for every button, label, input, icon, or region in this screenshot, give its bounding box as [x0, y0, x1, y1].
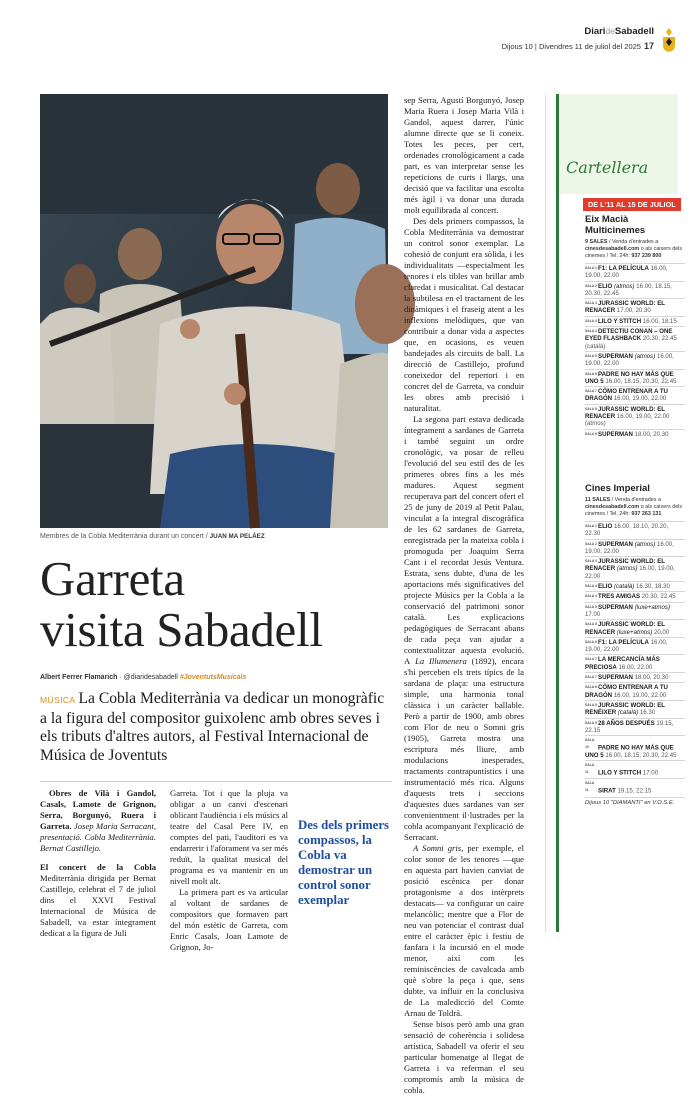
film-title: JURASSIC WORLD: EL RENÉIXER — [585, 701, 665, 717]
film-format: (luxe+atmos) — [634, 603, 670, 611]
screen-number: SALA 5 — [585, 622, 597, 627]
film-title: DETECTIU CONAN – ONE EYED FLASHBACK — [585, 328, 673, 343]
film-title: CÓMO ENTRENAR A TU DRAGÓN — [585, 388, 668, 403]
twitter-handle: @diaridesabadell — [123, 674, 178, 681]
showtime-row — [585, 619, 685, 637]
screen-number: SALA 1 — [585, 524, 597, 528]
showtimes: 17.00 — [642, 769, 659, 777]
showtimes: 16.00, 22.00 — [618, 663, 653, 671]
cinema-footnote: Dijous 10 "DIAMANTI" en V.O.S.E. — [585, 797, 685, 806]
film-title: JURASSIC WORLD: EL RENACER — [585, 558, 665, 573]
paragraph: Des dels primers compassos, la Cobla Mediterrània va demostrar un control sonor exemplar. La cohesió de conjunt era sòlida, i les individualitats —especialment les tenores i els tibles van brillar amb claredat i musicalitat. Cal destacar la subtilesa en el tractament de les dinàmiques i el fraseig atent a les inflexions melòdiques, que van contribuir a donar vida a aspectes que, en ocasions, es veuen bandejades als circuits de ball. La direcció de Castillejo, profund coneixedor del repertori i en concret del de Garreta, va conduir les obres amb precisió i naturalitat. — [404, 216, 524, 413]
article-column-1 — [40, 788, 157, 938]
lede: MÚSICA La Cobla Mediterrània va dedicar un monogràfic a la figura del compositor guixolenc amb obres seves i els tributs d'altres autors, al Festival Internacional de Música de Joventuts — [40, 690, 385, 764]
screen-number: SALA 3 — [585, 559, 597, 564]
byline: Albert Ferrer Flamarich · @diaridesabadell #JoventutsMusicals — [40, 674, 247, 681]
screen-number: SALA 6 — [585, 371, 597, 376]
film-format: (luxe+atmos) — [616, 628, 653, 636]
cinema-listing-eix-macia — [585, 214, 685, 439]
showtime-row — [585, 654, 685, 672]
showtimes: 20.30, 22.45 (català) — [585, 335, 677, 350]
showtime-row — [585, 263, 685, 281]
screen-number: SALA 1 — [585, 266, 597, 270]
cinema-info: 11 SALES / Venda d'entrades a cinesdesabadell.com o als caixers dels cinemes / Tel. 24h: 937 263 131 — [585, 497, 683, 517]
film-title: ELIO — [598, 583, 613, 591]
showtime-row — [585, 700, 685, 718]
showtime-row — [585, 672, 685, 682]
showtime-row — [585, 316, 685, 326]
showtimes: 18.00, 20.30 — [634, 430, 669, 438]
showtime-row — [585, 404, 685, 429]
film-title: ELIO — [598, 523, 613, 530]
showtime-row — [585, 778, 685, 796]
film-format: (català) — [617, 709, 639, 717]
film-title: LILO Y STITCH — [598, 769, 642, 777]
showtime-row — [585, 326, 685, 351]
showtimes: 16.30, 18.30 — [635, 583, 670, 591]
paragraph: A Somni gris, per exemple, el color sonor de les tenores —que en aquesta part havien canviat de posició escènica per donar protagonisme a dos intèrprets destacats— va configurar un caire melancòlic; mentre que a Flor de neu van potenciar el contrast dual entre el caràcter èpic i festiu de fanfara i la incursió en el mode menor, així com les reminiscències de cavalcada amb què s'obre la peça i que, sens dubte, va influir en la conclusiva de La maledicció del Comte Arnau de Toldrà. — [404, 843, 524, 1018]
screen-number: SALA 4 — [585, 318, 597, 323]
film-title: ELIO — [598, 282, 613, 290]
film-title: PADRE NO HAY MÁS QUE UNO 5 — [585, 370, 674, 385]
paragraph: La segona part estava dedicada íntegrament a sardanes de Garreta i també seguint un ordre cronològic, va posar de relleu l'evolució del seu estil des de les primeres obres fins a les més madures. Aquest segment recuperava part del concert ofert el 25 de juny de 2019 al Petit Palau, vinculat a la integral discogràfica de les 62 sardanes de Garreta, enregistrada per la mateixa cobla i promoguda per Joaquim Serra Cant i el recordat Jesús Ventura. Estrata, sens dubte, d'una de les aportacions més significatives del projecte Músics per la Cobla a la conservació del patrimoni sonor català. Les explicacions pedagògiques de Serracant abans de cada peça van ajudar a contextualitzar aquesta evolució. A La Illumenera (1892), encara s'hi perceben els trets típics de la sardana de plaça: una estructura simple, una harmonia tonal clàssica i un caràcter ballable. Però a partir de 1900, amb obres com Flor de neu o Somni gris (1905), Garreta mostra una escriptura més lliure, amb modulacions inesperades, tractaments contrapuntístics i una instrumentació més rica. Alguns d'aquests trets i seccions d'aquestes dues sardanes van ser convenientment il·lustrades per la cobla acompanyant l'explicació de Serracant. — [404, 414, 524, 842]
screen-number: SALA 7 — [585, 675, 597, 680]
paragraph: La primera part es va articular al voltant de sardanes de compositors que formaven part del món estètic de Garreta, com Enric Casals, Joan Lamote de Grignon, Jo- — [170, 887, 288, 952]
showtimes: 16.00, 18.15 — [642, 317, 677, 325]
cinema-listing-imperial — [585, 483, 685, 806]
screen-number: SALA 4 — [585, 584, 597, 589]
article-column-2 — [170, 788, 288, 952]
column-rule — [545, 94, 546, 932]
screen-number: SALA 5 — [585, 353, 597, 358]
screen-number: SALA 6 — [585, 639, 597, 644]
showtime-row — [585, 539, 685, 557]
showtimes: 16.00, 19.00, 22.00 — [585, 540, 674, 555]
showtimes: 16.00, 19.00, 22.00 — [613, 691, 667, 699]
lede-divider — [40, 781, 392, 782]
screen-number: SALA 9 — [585, 702, 597, 707]
cartellera-title: Cartellera — [566, 158, 649, 177]
film-format: (atmos) — [634, 352, 656, 360]
film-title: 28 AÑOS DESPUÉS — [598, 719, 655, 727]
film-title: TRES AMIGAS — [598, 593, 641, 601]
showtimes: 16.00, 19.00, 22.00 — [613, 395, 667, 403]
cartellera-dates: DE L'11 AL 15 DE JULIOL — [583, 198, 681, 211]
film-title: SUPERMAN — [598, 352, 633, 360]
showtime-row — [585, 429, 685, 439]
showtime-row — [585, 581, 685, 591]
screen-number: SALA 4 — [585, 594, 597, 599]
showtime-row — [585, 298, 685, 316]
showtimes: 16.00, 19.00, 22.00 — [585, 638, 668, 654]
screen-number: SALA 11 — [585, 780, 595, 792]
film-title: PADRE NO HAY MÁS QUE UNO 5 — [585, 744, 674, 759]
showtimes: 16.00, 18.15, 20.30, 22.45 — [585, 282, 672, 297]
film-title: SUPERMAN — [598, 674, 633, 682]
issue-date: Dijous 10 | Divendres 11 de juliol del 2025 17 — [501, 41, 654, 51]
film-format: (català) — [613, 583, 635, 591]
musicians-illustration — [40, 94, 388, 528]
film-title: CÓMO ENTRENAR A TU DRAGÓN — [585, 684, 668, 699]
showtimes: 16.00, 19.00, 22.00 — [585, 265, 668, 280]
cinema-name: Cines Imperial — [585, 483, 650, 494]
screen-number: SALA 3 — [585, 301, 597, 306]
concert-credits: Obres de Vilà i Gandol, Casals, Lamote de Grignon, Serra, Borgunyó, Ruera i Garreta. Josep Maria Serracant, presentació. Cobla Mediterrània. Bernat Castillejo. — [40, 788, 157, 853]
film-format: (atmos) — [613, 282, 635, 290]
screen-number: SALA 7 — [585, 389, 597, 394]
photo-caption: Membres de la Cobla Mediterrània durant un concert / JUAN MA PELÁEZ — [40, 533, 265, 540]
pull-quote: Des dels primers compassos, la Cobla va demostrar un control sonor exemplar — [298, 818, 389, 907]
showtimes: 20.00 — [653, 628, 670, 636]
showtime-row — [585, 735, 685, 760]
film-title: JURASSIC WORLD: EL RENACER — [585, 405, 665, 421]
newspaper-logo: DiarideSabadell — [584, 26, 654, 37]
film-title: LILO Y STITCH — [598, 317, 642, 325]
showtimes: 16.00, 18.15, 20.30, 22.45 — [605, 751, 677, 759]
showtimes-list — [585, 521, 685, 795]
showtime-row — [585, 591, 685, 601]
cartellera-header — [556, 94, 678, 194]
photo-credit: JUAN MA PELÁEZ — [209, 533, 265, 540]
film-title: SUPERMAN — [598, 430, 633, 438]
cinema-name: Eix Macià Multicinemes — [585, 214, 646, 236]
film-title: JURASSIC WORLD: EL RENACER — [585, 300, 665, 315]
showtime-row — [585, 369, 685, 387]
showtime-row — [585, 602, 685, 620]
showtime-row — [585, 637, 685, 655]
screen-number: SALA 5 — [585, 604, 597, 609]
showtimes: 18.00, 20.30 — [634, 674, 669, 682]
headline: Garreta visita Sabadell — [40, 551, 323, 657]
paragraph: Garreta. Tot i que la pluja va obligar a un canvi d'escenari oblicant l'audiència i els músics al teatre del Casal Pere IV, en comptes del pati, l'auditori es va endarrerir i l'aforament va ser més reduït, la qualitat musical del programa es va mantenir en un nivell molt alt. — [170, 788, 288, 886]
screen-number: SALA 8 — [585, 685, 597, 690]
screen-number: SALA 10 — [585, 738, 595, 750]
film-title: SIRAT — [598, 786, 616, 794]
film-title: JURASSIC WORLD: EL RENACER — [585, 621, 665, 636]
showtimes: 17.00, 20.30 — [616, 307, 651, 315]
sabadell-crest-icon — [660, 27, 678, 53]
showtimes: 16.00, 19.00, 22.00 (atmos) — [585, 413, 670, 428]
hashtag: #JoventutsMusicals — [179, 674, 247, 681]
screen-number: SALA 11 — [585, 763, 595, 775]
film-format: (atmos) — [616, 565, 638, 573]
film-title: SUPERMAN — [598, 540, 633, 548]
showtime-row — [585, 386, 685, 404]
author: Albert Ferrer Flamarich — [40, 674, 118, 681]
showtime-row — [585, 351, 685, 369]
paragraph: sep Serra, Agustí Borgunyó, Josep Maria Ruera i Josep Maria Vilà i Gandol, aquest darrer, l'únic alumne directe que se li coneix. Totes les peces, per cert, ordenades cronològicament a cada part, es van interpretar sense les repeticions de curts i llargs, una decisió que va facilitar una escolta més àgil i va donar una durada molt equilibrada al concert. — [404, 95, 524, 215]
showtime-row — [585, 556, 685, 581]
film-title: LA MERCANCÍA MÁS PRECIOSA — [585, 656, 660, 671]
showtimes: 19.15, 22.15 — [585, 719, 674, 734]
screen-number: SALA 2 — [585, 283, 597, 288]
screen-number: SALA 7 — [585, 657, 597, 662]
masthead — [470, 26, 680, 60]
screen-number: SALA 9 — [585, 431, 597, 436]
showtimes: 16.00, 19.00, 22.00 — [585, 565, 675, 580]
paragraph: Sense bisos però amb una gran sensació de coherència i solidesa artística, Sabadell va oferir el seu particular homenatge al llegat de Garreta i va referman el seu compromís amb la música de cobla. — [404, 1019, 524, 1095]
showtimes: 20.30, 22.45 — [641, 593, 676, 601]
showtimes: 17.00 — [585, 610, 601, 618]
page-number: 17 — [643, 41, 654, 51]
film-title: SUPERMAN — [598, 603, 633, 611]
film-format: (atmos) — [634, 540, 656, 548]
screen-number: SALA 2 — [585, 541, 597, 546]
showtimes: 16.00, 19.00, 22.00 — [585, 352, 674, 368]
showtimes: 19.15, 22.15 — [617, 786, 652, 794]
screen-number: SALA 9 — [585, 720, 597, 725]
showtime-row — [585, 718, 685, 736]
section-kicker: MÚSICA — [40, 695, 76, 705]
showtimes: 16.00, 18.15, 20.30, 22.45 — [605, 377, 677, 385]
article-column-3 — [404, 95, 524, 1095]
showtimes: 16.00, 18.10, 20.20, 22.30 — [585, 523, 669, 538]
screen-number: SALA 4 — [585, 329, 597, 334]
showtime-row — [585, 281, 685, 299]
showtime-row — [585, 682, 685, 700]
showtime-row — [585, 521, 685, 539]
showtime-row — [585, 760, 685, 778]
paragraph: El concert de la Cobla Mediterrània dirigida per Bernat Castillejo, celebrat el 7 de juliol dins el XXVI Festival Internacional de Música de Sabadell, va estar íntegrament dedicat a la figura de Juli — [40, 862, 156, 938]
concert-photo — [40, 94, 388, 528]
film-title: F1: LA PELÍCULA — [598, 265, 649, 272]
cinema-info: 9 SALES / Venda d'entrades a cinesdesabadell.com o als caixers dels cinemes / Tel. 24h: 937 239 800 — [585, 239, 683, 259]
showtimes-list — [585, 263, 685, 439]
showtimes: 16.30 — [639, 709, 656, 717]
film-title: F1: LA PELÍCULA — [598, 638, 649, 646]
screen-number: SALA 8 — [585, 406, 597, 411]
